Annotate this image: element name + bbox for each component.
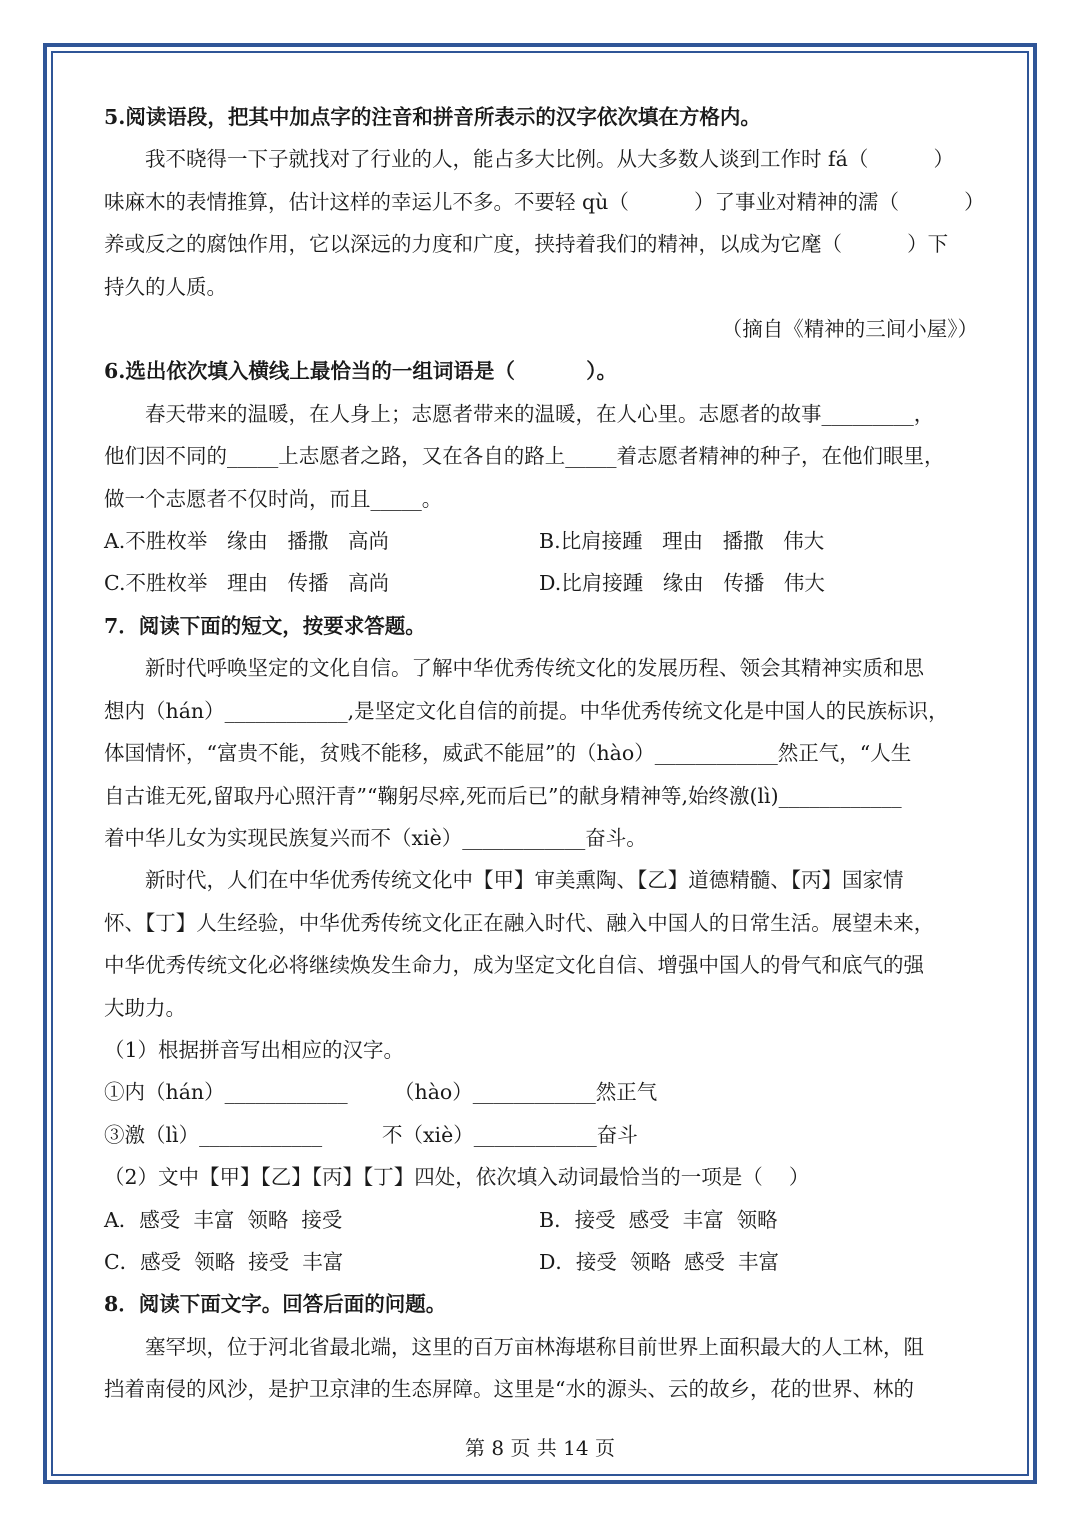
q7-para2-line: 怀、【丁】人生经验，中华优秀传统文化正在融入时代、融入中国人的日常生活。展望未来， xyxy=(104,910,935,935)
q8-line: 挡着南侵的风沙，是护卫京津的生态屏障。这里是“水的源头、云的故乡，花的世界、林的 xyxy=(104,1377,914,1402)
q7-para1-line: 着中华儿女为实现民族复兴而不（xiè）____________奋斗。 xyxy=(104,825,647,850)
q7-para2-line: 新时代，人们在中华优秀传统文化中【甲】审美熏陶、【乙】道德精髓、【丙】国家情 xyxy=(145,868,904,893)
q6-options-row xyxy=(104,520,978,562)
exam-content xyxy=(104,96,985,1411)
q5-title: 5.阅读语段，把其中加点字的注音和拼音所表示的汉字依次填在方格内。 xyxy=(104,105,761,129)
q7-para1-line: 体国情怀，“富贵不能，贫贱不能移，威武不能屈”的（hào）____________然正气，“人生 xyxy=(104,741,912,766)
q8-title: 8．阅读下面文字。回答后面的问题。 xyxy=(104,1292,447,1317)
q7-option-a[interactable]: A．感受 丰富 领略 接受 xyxy=(104,1207,343,1232)
q6-options-row xyxy=(104,562,978,604)
q7-fill-row xyxy=(104,1114,978,1156)
q7-option-b[interactable]: B．接受 感受 丰富 领略 xyxy=(539,1207,778,1232)
q7-fill-xie[interactable]: 不（xiè）____________奋斗 xyxy=(382,1122,638,1147)
q6-option-b[interactable]: B.比肩接踵 理由 播撒 伟大 xyxy=(539,529,825,554)
q7-fill-han[interactable]: ①内（hán）____________ xyxy=(104,1080,348,1105)
q6-option-c[interactable]: C.不胜枚举 理由 传播 高尚 xyxy=(104,571,390,596)
page-number: 第 8 页 共 14 页 xyxy=(465,1436,615,1460)
q7-fill-li[interactable]: ③激（lì）____________ xyxy=(104,1122,323,1147)
q5-line: 味麻木的表情推算，估计这样的幸运儿不多。不要轻 qù（ ）了事业对精神的濡（ ） xyxy=(104,189,985,214)
q7-option-c[interactable]: C．感受 领略 接受 丰富 xyxy=(104,1249,344,1274)
q7-title: 7．阅读下面的短文，按要求答题。 xyxy=(104,613,426,638)
q5-source: （摘自《精神的三间小屋》） xyxy=(721,317,978,342)
q8-line: 塞罕坝，位于河北省最北端，这里的百万亩林海堪称目前世界上面积最大的人工林，阻 xyxy=(145,1334,924,1359)
q5-line: 我不晓得一下子就找对了行业的人，能占多大比例。从大多数人谈到工作时 fá（ ） xyxy=(145,147,954,172)
q7-sub1: （1）根据拼音写出相应的汉字。 xyxy=(104,1037,405,1062)
q7-fill-hao[interactable]: （hào）____________然正气 xyxy=(394,1080,658,1105)
q7-option-d[interactable]: D．接受 领略 感受 丰富 xyxy=(539,1249,780,1274)
q7-para1-line: 新时代呼唤坚定的文化自信。了解中华优秀传统文化的发展历程、领会其精神实质和思 xyxy=(145,656,924,681)
q5-line: 养或反之的腐蚀作用，它以深远的力度和广度，挟持着我们的精神，以成为它麾（ ）下 xyxy=(104,232,949,257)
q6-title: 6.选出依次填入横线上最恰当的一组词语是（ ）。 xyxy=(104,359,618,384)
q7-para2-line: 大助力。 xyxy=(104,995,186,1020)
q7-para1-line: 想内（hán）____________,是坚定文化自信的前提。中华优秀传统文化是中国人的民族标识， xyxy=(104,698,949,723)
q7-options-row xyxy=(104,1199,978,1241)
q7-options-row xyxy=(104,1241,978,1283)
q6-option-a[interactable]: A.不胜枚举 缘由 播撒 高尚 xyxy=(104,529,389,554)
q7-para1-line: 自古谁无死,留取丹心照汗青”“鞠躬尽瘁,死而后已”的献身精神等,始终激(lì)____________ xyxy=(104,783,902,808)
q7-para2-line: 中华优秀传统文化必将继续焕发生命力，成为坚定文化自信、增强中国人的骨气和底气的强 xyxy=(104,953,924,978)
q7-fill-row xyxy=(104,1071,978,1113)
q7-sub2: （2）文中【甲】【乙】【丙】【丁】四处，依次填入动词最恰当的一项是（ ） xyxy=(104,1165,810,1190)
q6-option-d[interactable]: D.比肩接踵 缘由 传播 伟大 xyxy=(539,571,825,596)
q6-line: 春天带来的温暖，在人身上；志愿者带来的温暖，在人心里。志愿者的故事_________， xyxy=(145,401,935,426)
q5-line: 持久的人质。 xyxy=(104,274,227,299)
q6-line: 他们因不同的_____上志愿者之路，又在各自的路上_____着志愿者精神的种子，在他们眼里， xyxy=(104,444,945,469)
q6-line: 做一个志愿者不仅时尚，而且_____。 xyxy=(104,486,443,511)
